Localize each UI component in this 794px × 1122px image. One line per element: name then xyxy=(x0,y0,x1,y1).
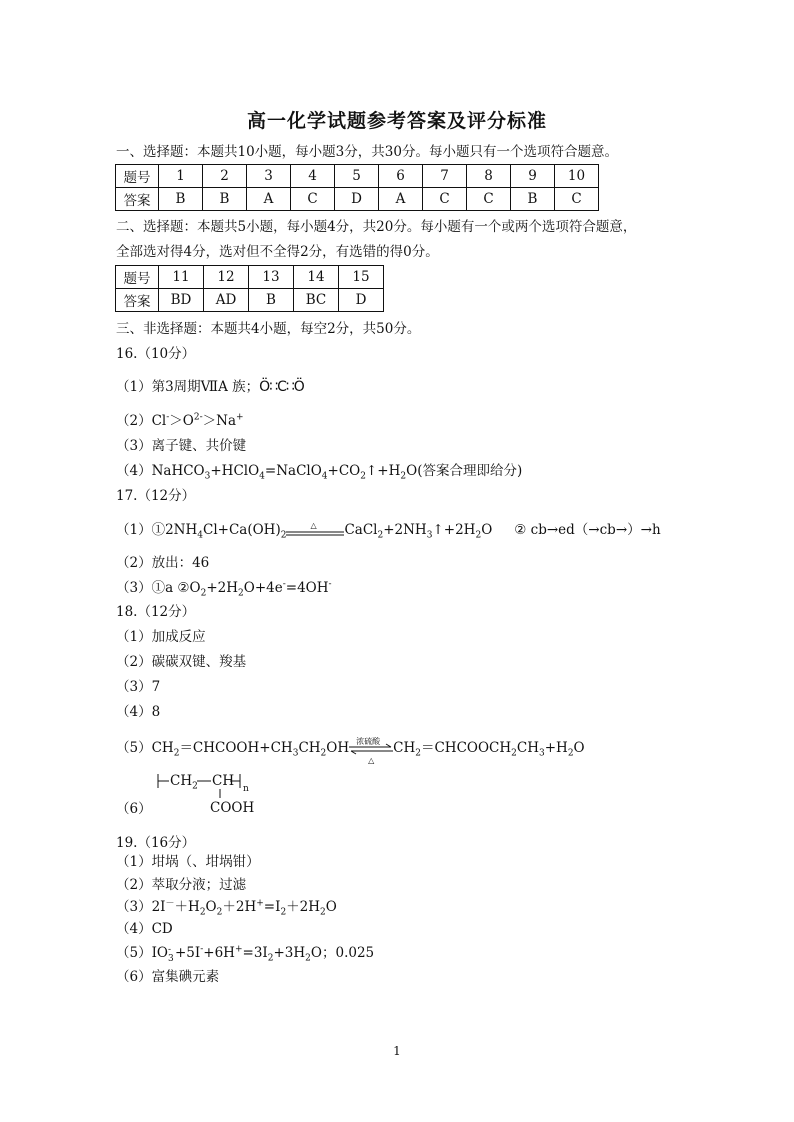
table-row xyxy=(116,188,599,211)
subscript: 2 xyxy=(415,748,421,759)
answer-text: ＞Na xyxy=(202,413,237,429)
answer-text: =4OH xyxy=(285,580,329,596)
lewis-o: Ö xyxy=(259,379,270,395)
answer-text: +3H xyxy=(273,945,306,961)
answer-text: （4）NaHCO xyxy=(116,463,205,479)
answer-text: +H xyxy=(544,740,568,756)
answer-text: CaCl xyxy=(344,522,378,538)
answer-text: =3I xyxy=(242,945,268,961)
q19-answer-3 xyxy=(116,898,337,916)
q16-answer-4 xyxy=(116,462,522,480)
polymer-structure xyxy=(155,770,265,820)
table-cell: BC xyxy=(294,289,339,312)
answer-text: ＝CHCOOH+CH xyxy=(179,740,293,756)
table-cell: B xyxy=(511,188,555,211)
answer-text: （1）①2NH xyxy=(116,522,198,538)
answer-text: CH xyxy=(516,740,539,756)
answer-text: （2）Cl xyxy=(116,413,167,429)
q19-answer-4: （4）CD xyxy=(116,921,173,937)
subscript: 4 xyxy=(259,471,265,482)
answer-text: +6H xyxy=(203,945,235,961)
table-cell: 6 xyxy=(379,165,423,188)
answer-text: ↑+2H xyxy=(432,522,476,538)
table-cell: 13 xyxy=(249,266,294,289)
table-cell: 15 xyxy=(339,266,384,289)
subscript: 2 xyxy=(238,588,244,599)
section2-heading-line2: 全部选对得4分，选对但不全得2分，有选错的得0分。 xyxy=(116,244,439,260)
answer-text: +2NH xyxy=(383,522,427,538)
reaction-condition-heat xyxy=(286,520,344,538)
answer-text: +2H xyxy=(206,580,239,596)
lewis-c: ∷C∷ xyxy=(269,379,294,395)
superscript: + xyxy=(236,412,244,423)
table-cell: C xyxy=(555,188,599,211)
q18-answer-1: （1）加成反应 xyxy=(116,629,206,645)
table-cell: 3 xyxy=(247,165,291,188)
subscript: 2 xyxy=(200,588,207,599)
answer-text: Cl+Ca(OH) xyxy=(203,522,281,538)
q16-answer-3: （3）离子键、共价键 xyxy=(116,438,247,454)
table-cell: C xyxy=(423,188,467,211)
table-cell: AD xyxy=(204,289,249,312)
table-row xyxy=(116,165,599,188)
q17-answer-2: （2）放出：46 xyxy=(116,555,210,571)
subscript: 3 xyxy=(204,471,211,482)
lewis-o: Ö xyxy=(293,379,304,395)
polymer-n: n xyxy=(243,784,249,794)
section3-heading: 三、非选择题：本题共4小题，每空2分，共50分。 xyxy=(116,321,421,337)
superscript: + xyxy=(256,898,264,909)
q18-header: 18.（12分） xyxy=(116,604,196,620)
table-cell: 8 xyxy=(467,165,511,188)
table-cell: A xyxy=(379,188,423,211)
table-cell: 1 xyxy=(159,165,203,188)
table-cell: B xyxy=(249,289,294,312)
subscript: 2 xyxy=(567,748,574,759)
table-cell: 10 xyxy=(555,165,599,188)
answer-text: =NaClO xyxy=(264,463,322,479)
section2-heading-line1: 二、选择题：本题共5小题，每小题4分，共20分。每小题有一个或两个选项符合题意， xyxy=(116,219,637,235)
answer-text: CH xyxy=(393,740,416,756)
answer-text: O xyxy=(481,522,493,538)
q18-answer-6-label: （6） xyxy=(116,801,152,817)
page-title: 高一化学试题参考答案及评分标准 xyxy=(246,110,547,132)
superscript: - xyxy=(328,579,332,590)
answer-text: （1）第3周期ⅦA 族； xyxy=(116,379,260,395)
q19-answer-2: （2）萃取分液；过滤 xyxy=(116,877,247,893)
answer-text: （3）2I xyxy=(116,899,166,915)
answer-text: O(答案合理即给分) xyxy=(406,463,523,479)
superscript: - xyxy=(166,412,170,423)
subscript: 2 xyxy=(280,907,287,918)
condition-label: △ xyxy=(310,520,317,530)
subscript: 2 xyxy=(360,471,366,482)
answer-text: （5）CH xyxy=(116,740,174,756)
answer-text: OH xyxy=(326,740,350,756)
polymer-ch: CH xyxy=(212,773,235,789)
subscript: 2 xyxy=(267,953,274,964)
answer-text: =I xyxy=(263,899,281,915)
table-cell: B xyxy=(203,188,247,211)
q19-answer-1: （1）坩埚（、坩埚钳） xyxy=(116,854,260,870)
answer-text: +HClO xyxy=(210,463,260,479)
polymer-cooh: COOH xyxy=(210,800,255,816)
subscript: 2 xyxy=(377,530,384,541)
answer-text: O+4e xyxy=(243,580,283,596)
q19-header: 19.（16分） xyxy=(116,835,196,851)
answer-text: ＝CHCOOCH xyxy=(420,740,512,756)
co2-electron-formula xyxy=(259,379,304,395)
answer-text: ＋H xyxy=(174,899,200,915)
answer-text: ＞O xyxy=(169,413,194,429)
answer-text: （3）①a ②O xyxy=(116,580,201,596)
equals-sign-icon xyxy=(286,524,344,538)
subscript: 2 xyxy=(280,530,287,541)
answer-text: ② cb→ed（→cb→）→h xyxy=(514,522,661,538)
table-cell: BD xyxy=(159,289,204,312)
table-cell: 14 xyxy=(294,266,339,289)
section2-answer-table xyxy=(115,265,384,312)
answer-text: +5I xyxy=(175,945,201,961)
q17-answer-1 xyxy=(116,521,661,539)
superscript: － xyxy=(165,898,175,909)
subscript: 2 xyxy=(475,530,482,541)
row-label-question: 题号 xyxy=(116,266,159,289)
q16-header: 16.（10分） xyxy=(116,346,196,362)
page-number: 1 xyxy=(393,1044,401,1058)
superscript: - xyxy=(168,945,172,955)
table-cell: C xyxy=(291,188,335,211)
q19-answer-5 xyxy=(116,944,374,962)
subscript: 2 xyxy=(173,748,180,759)
subscript: 2 xyxy=(320,748,327,759)
table-cell: 4 xyxy=(291,165,335,188)
subscript: 4 xyxy=(321,471,328,482)
answer-text: ＋2H xyxy=(222,899,257,915)
q17-header: 17.（12分） xyxy=(116,488,196,504)
table-row xyxy=(116,266,384,289)
table-cell: D xyxy=(335,188,379,211)
table-cell: 11 xyxy=(159,266,204,289)
q19-answer-6: （6）富集碘元素 xyxy=(116,969,220,985)
condition-label-top: 浓硫酸 xyxy=(356,736,381,746)
table-cell: C xyxy=(467,188,511,211)
q17-answer-3 xyxy=(116,579,332,597)
subscript: 2 xyxy=(192,781,198,792)
q18-answer-4: （4）8 xyxy=(116,704,161,720)
table-cell: B xyxy=(159,188,203,211)
subscript: 2 xyxy=(320,907,326,918)
answer-text: O xyxy=(573,740,585,756)
table-cell: 9 xyxy=(511,165,555,188)
superscript: - xyxy=(282,579,286,590)
condition-label-bottom: △ xyxy=(368,755,375,765)
answer-text: CH xyxy=(170,773,193,789)
sub-sup-stack xyxy=(168,945,175,964)
table-cell: A xyxy=(247,188,291,211)
polymer-ch2 xyxy=(170,772,198,790)
subscript: 2 xyxy=(199,907,206,918)
subscript: 4 xyxy=(197,530,203,541)
answer-text: ↑+H xyxy=(365,463,401,479)
subscript: 2 xyxy=(400,471,407,482)
subscript: 3 xyxy=(168,954,174,964)
subscript: 2 xyxy=(511,748,517,759)
superscript: 2- xyxy=(193,412,203,423)
q16-answer-1 xyxy=(116,378,304,396)
row-label-answer: 答案 xyxy=(116,289,159,312)
q18-answer-2: （2）碳碳双键、羧基 xyxy=(116,654,247,670)
subscript: 2 xyxy=(216,907,223,918)
superscript: - xyxy=(200,944,204,955)
table-cell: 5 xyxy=(335,165,379,188)
table-cell: D xyxy=(339,289,384,312)
q16-answer-2 xyxy=(116,412,244,430)
q18-answer-5 xyxy=(116,736,585,765)
row-label-answer: 答案 xyxy=(116,188,159,211)
answer-text: （5）IO xyxy=(116,945,168,961)
table-cell: 7 xyxy=(423,165,467,188)
subscript: 3 xyxy=(426,530,433,541)
answer-text: ＋2H xyxy=(286,899,321,915)
answer-text: O xyxy=(325,899,337,915)
subscript: 2 xyxy=(305,953,311,964)
table-cell: 12 xyxy=(204,266,249,289)
row-label-question: 题号 xyxy=(116,165,159,188)
section1-answer-table xyxy=(115,164,599,211)
table-cell: 2 xyxy=(203,165,247,188)
table-row xyxy=(116,289,384,312)
answer-text: CH xyxy=(298,740,321,756)
q18-answer-3: （3）7 xyxy=(116,679,161,695)
answer-text: +CO xyxy=(327,463,361,479)
answer-text: O；0.025 xyxy=(310,945,375,961)
reaction-condition-reversible xyxy=(349,736,393,765)
subscript: 3 xyxy=(538,748,545,759)
subscript: 3 xyxy=(292,748,299,759)
superscript: + xyxy=(234,944,243,955)
section1-heading: 一、选择题：本题共10小题，每小题3分，共30分。每小题只有一个选项符合题意。 xyxy=(116,144,618,160)
answer-text: O xyxy=(205,899,217,915)
